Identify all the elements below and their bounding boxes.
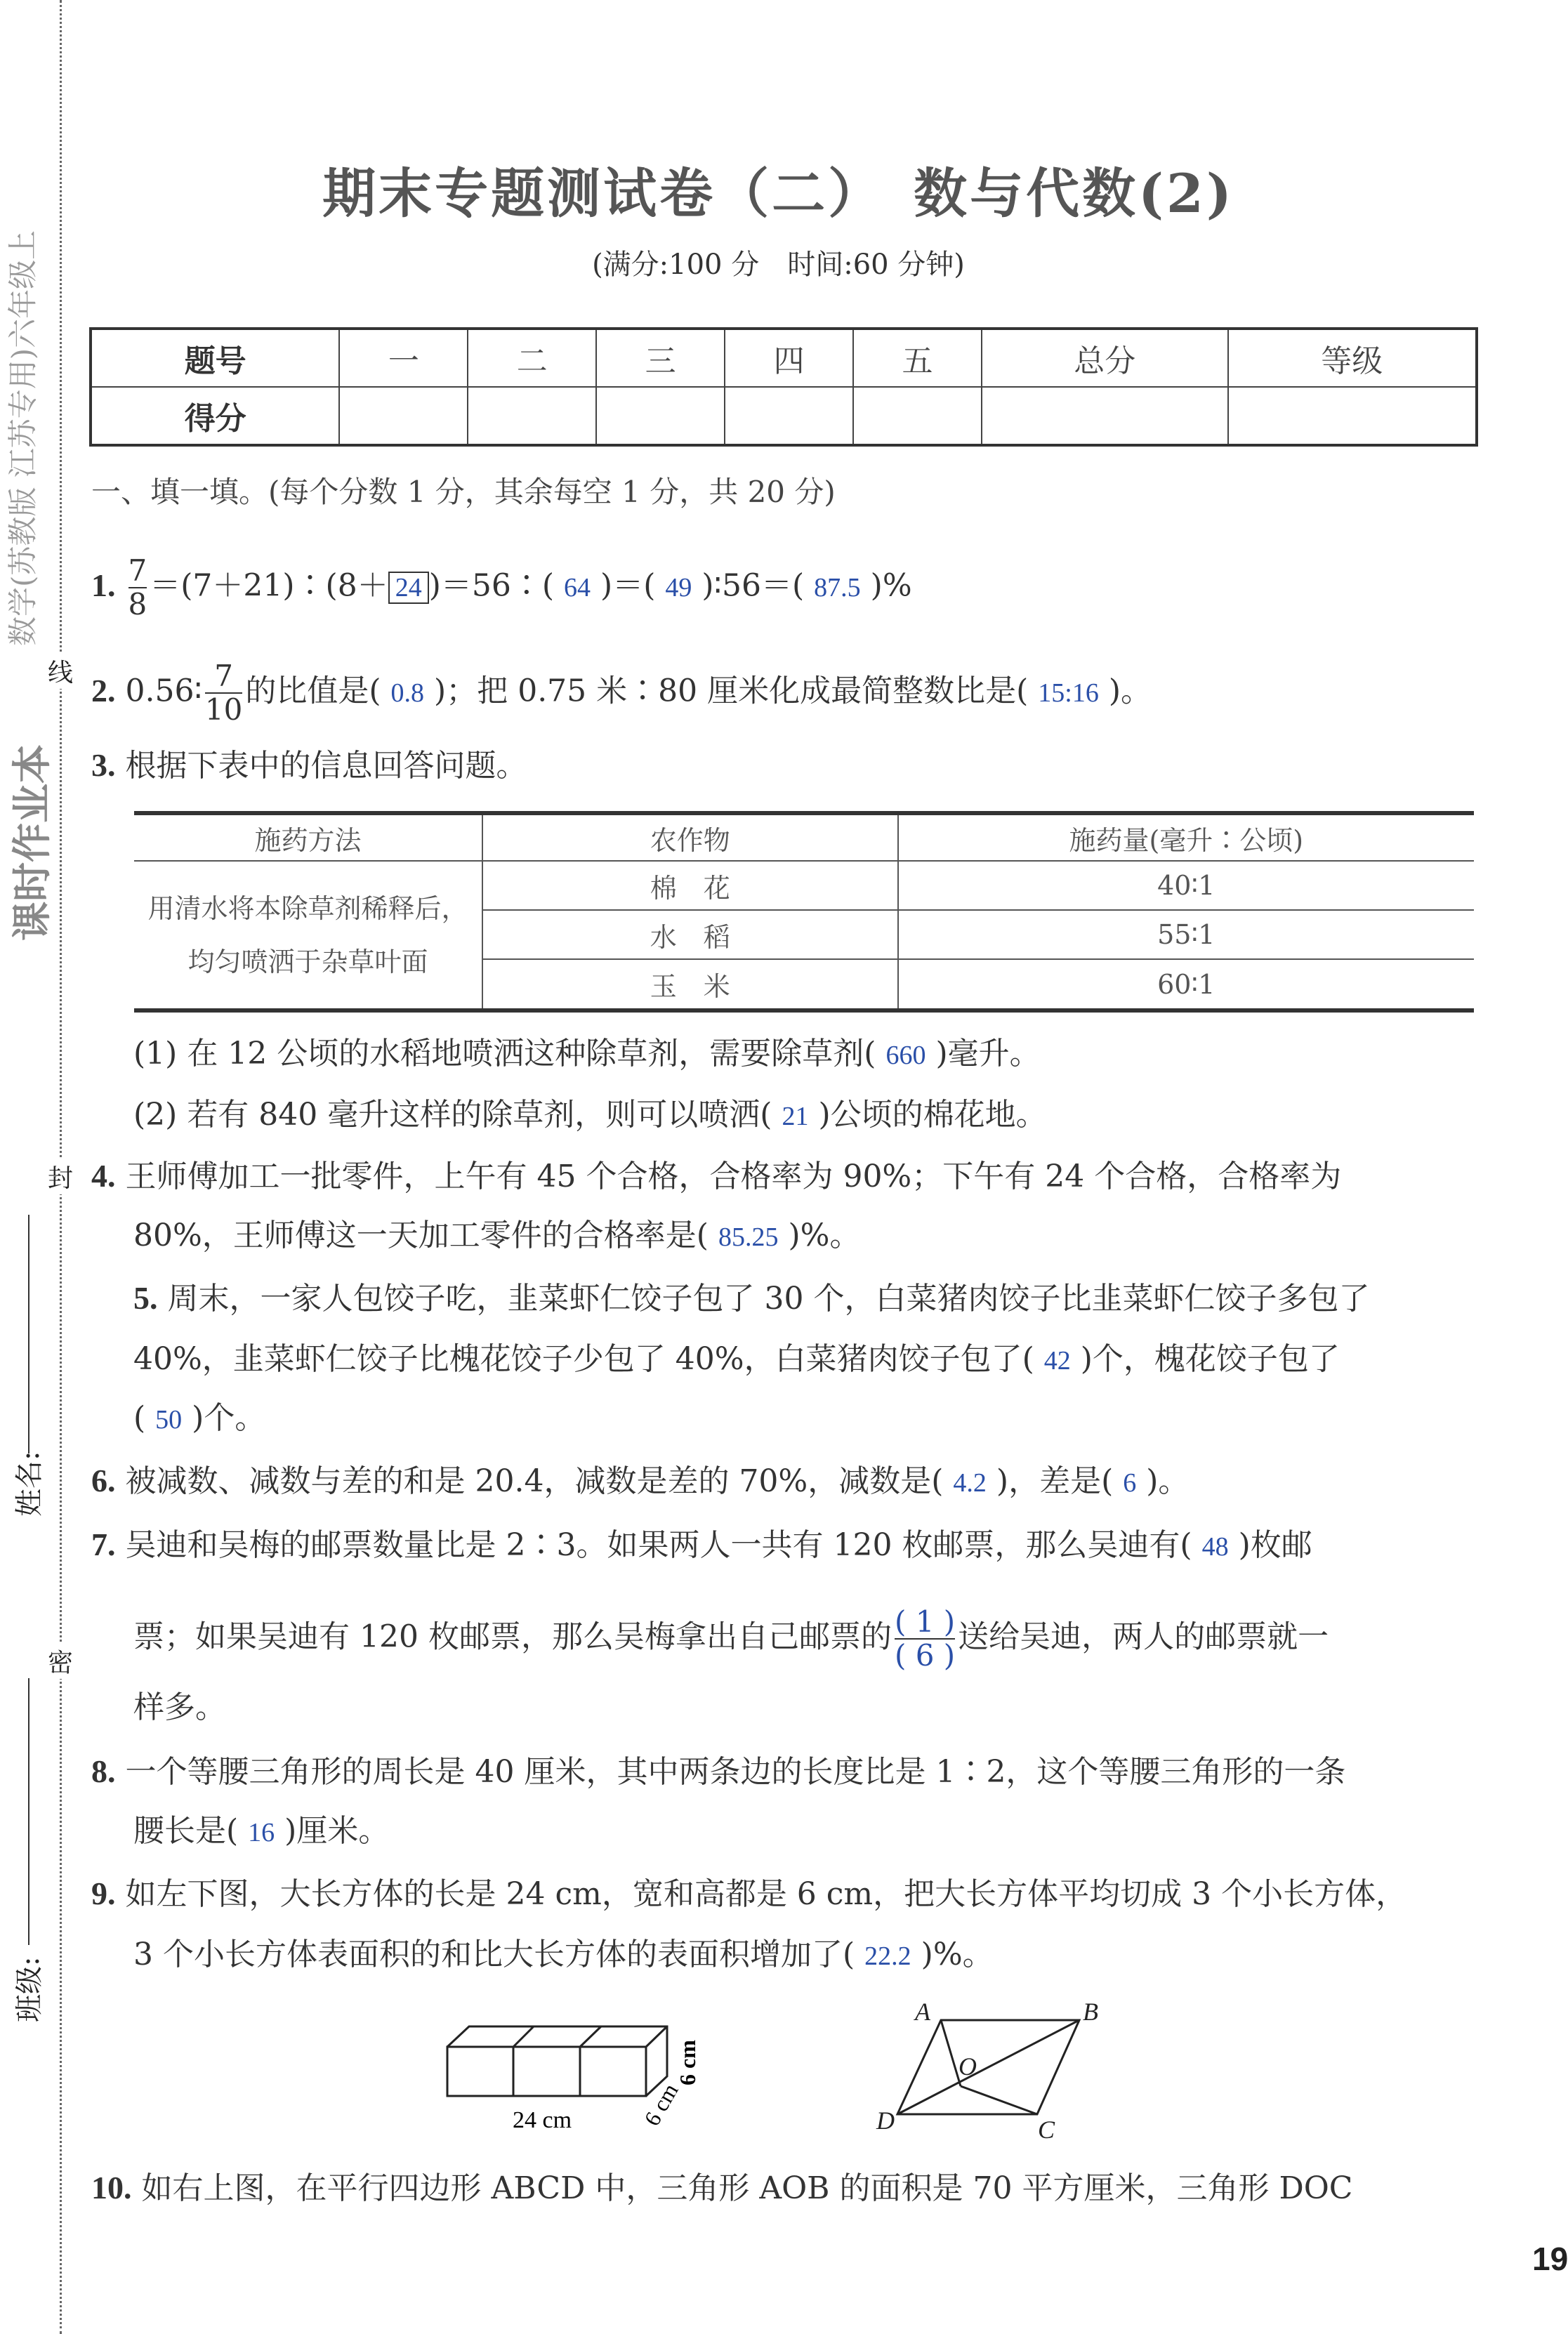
question-text: 的比值是(	[245, 673, 381, 709]
score-cell[interactable]	[1228, 387, 1477, 445]
question-line	[133, 1277, 1369, 1320]
question-number: 7.	[91, 1527, 116, 1562]
score-cell[interactable]	[853, 387, 982, 445]
question-line	[133, 1033, 1041, 1076]
question-text: ＝(7＋21)∶(8＋	[150, 567, 388, 604]
logo: 课时作业本	[9, 744, 55, 941]
fraction-denominator: 8	[128, 587, 147, 621]
method-line: 均匀喷洒于杂草叶面	[187, 946, 428, 977]
question-text: 0.56∶	[125, 673, 202, 709]
question-text: (1) 在 12 公顷的水稻地喷洒这种除草剂，需要除草剂(	[133, 1036, 876, 1072]
score-row-label: 题号	[91, 329, 339, 387]
question-text: )∶56＝(	[701, 567, 805, 604]
cut-mark-xian: 线	[48, 653, 73, 689]
score-cell[interactable]	[596, 387, 725, 445]
question-line	[91, 744, 527, 787]
cuboid-width-label: 6 cm	[638, 2078, 683, 2130]
question-line	[133, 1338, 1340, 1382]
answer-blank[interactable]: 6	[1123, 1468, 1137, 1498]
question-number: 5.	[133, 1280, 158, 1316]
question-number: 6.	[91, 1463, 116, 1498]
header-cell: 施药量(毫升∶公顷)	[898, 813, 1474, 861]
question-text: (2) 若有 840 毫升这样的除草剂，则可以喷洒(	[133, 1097, 772, 1133]
crop-cell: 水 稻	[482, 910, 897, 959]
fraction-denominator: 10	[204, 692, 243, 727]
answer-blank[interactable]: 22.2	[864, 1941, 911, 1971]
score-col: 三	[596, 329, 725, 387]
answer-blank[interactable]: 87.5	[814, 572, 861, 602]
question-line	[133, 1606, 1329, 1672]
question-text: )＝(	[600, 567, 656, 604]
fraction[interactable]	[895, 1606, 955, 1672]
herbicide-table	[134, 811, 1474, 1013]
question-number: 9.	[91, 1875, 116, 1911]
question-text: 3 个小长方体表面积的和比大长方体的表面积增加了(	[133, 1937, 855, 1972]
question-text: 周末，一家人包饺子吃，韭菜虾仁饺子包了 30 个，白菜猪肉饺子比韭菜虾仁饺子多包了	[167, 1281, 1370, 1317]
answer-blank[interactable]: 21	[782, 1102, 809, 1131]
fraction-numerator: 7	[128, 553, 147, 588]
page-subtitle: (满分:100 分 时间:60 分钟)	[592, 249, 965, 281]
question-number: 3.	[91, 747, 116, 783]
question-line	[91, 1873, 1406, 1916]
question-text: )厘米。	[284, 1813, 390, 1849]
question-number: 1.	[91, 567, 116, 603]
answer-blank[interactable]: 15:16	[1038, 678, 1099, 708]
question-line	[133, 1934, 994, 1977]
question-text: 如左下图，大长方体的长是 24 cm，宽和高都是 6 cm，把大长方体平均切成 3 个小长方体，	[125, 1876, 1407, 1912]
question-text: )＝56∶(	[428, 567, 555, 604]
class-field[interactable]	[28, 1678, 29, 1945]
answer-blank[interactable]: 85.25	[718, 1222, 779, 1252]
section-heading: 一、填一填。(每个分数 1 分，其余每空 1 分，共 20 分)	[91, 475, 836, 509]
question-text: (	[133, 1400, 146, 1436]
page-number: 19	[1532, 2241, 1568, 2277]
question-line	[133, 1094, 1047, 1138]
fraction-numerator: ( 1 )	[894, 1604, 956, 1639]
question-line	[91, 1524, 1312, 1568]
name-field[interactable]	[28, 1215, 29, 1453]
method-line: 用清水将本除草剂稀释后，	[147, 892, 468, 924]
answer-blank[interactable]: 660	[885, 1041, 926, 1070]
question-text: 80%，王师傅这一天加工零件的合格率是(	[133, 1218, 709, 1253]
question-text: )%	[870, 567, 912, 604]
question-text: 40%，韭菜虾仁饺子比槐花饺子少包了 40%，白菜猪肉饺子包了(	[133, 1341, 1034, 1377]
question-number: 2.	[91, 672, 116, 708]
question-text: 王师傅加工一批零件，上午有 45 个合格，合格率为 90%；下午有 24 个合格，合格率为	[125, 1159, 1342, 1194]
score-row-label: 得分	[91, 387, 339, 445]
answer-blank[interactable]: 42	[1043, 1346, 1071, 1376]
fraction-numerator: 7	[205, 660, 242, 694]
score-cell[interactable]	[468, 387, 596, 445]
question-text: )公顷的棉花地。	[818, 1097, 1047, 1133]
cuboid-figure	[447, 2026, 667, 2096]
question-text: 根据下表中的信息回答问题。	[125, 748, 527, 784]
book-series-label: 数学(苏教版 江苏专用)六年级上	[6, 230, 40, 646]
question-text: 样多。	[133, 1689, 226, 1725]
fraction	[205, 660, 242, 726]
score-col: 二	[468, 329, 596, 387]
vertex-label-a: A	[915, 1998, 930, 2026]
question-number: 10.	[91, 2170, 132, 2206]
question-number: 4.	[91, 1158, 116, 1194]
parallelogram-figure	[897, 2020, 1079, 2114]
fraction-denominator: ( 6 )	[894, 1638, 956, 1673]
question-text: 吴迪和吴梅的邮票数量比是 2∶3。如果两人一共有 120 枚邮票，那么吴迪有(	[125, 1527, 1192, 1563]
vertex-label-o: O	[958, 2052, 977, 2081]
fraction	[129, 555, 147, 621]
score-cell[interactable]	[725, 387, 853, 445]
question-line	[91, 1750, 1345, 1793]
question-line	[91, 1460, 1189, 1504]
score-col: 等级	[1228, 329, 1477, 387]
score-table	[89, 327, 1478, 447]
score-col: 五	[853, 329, 982, 387]
question-text: )个，槐花饺子包了	[1080, 1341, 1340, 1377]
answer-blank[interactable]: 0.8	[390, 678, 425, 708]
answer-blank[interactable]: 24	[388, 572, 429, 604]
score-col: 总分	[982, 329, 1228, 387]
answer-blank[interactable]: 49	[665, 572, 692, 602]
crop-cell: 玉 米	[482, 959, 897, 1010]
question-text: )枚邮	[1238, 1527, 1312, 1563]
question-text: 一个等腰三角形的周长是 40 厘米，其中两条边的长度比是 1∶2，这个等腰三角形的一条	[125, 1754, 1346, 1790]
score-col: 一	[339, 329, 468, 387]
cut-mark-mi: 密	[48, 1643, 73, 1679]
question-text: 如右上图，在平行四边形 ABCD 中，三角形 AOB 的面积是 70 平方厘米，三角形 DOC	[141, 2170, 1353, 2206]
crop-cell: 棉 花	[482, 861, 897, 910]
question-text: )，差是(	[996, 1463, 1114, 1499]
question-line	[133, 1397, 265, 1441]
vertex-label-d: D	[876, 2106, 895, 2135]
question-text: )%。	[788, 1218, 861, 1253]
header-cell: 施药方法	[134, 813, 482, 861]
score-cell[interactable]	[982, 387, 1228, 445]
question-line	[91, 555, 912, 621]
question-text: 票；如果吴迪有 120 枚邮票，那么吴梅拿出自己邮票的	[133, 1618, 892, 1655]
name-label: 姓名:	[13, 1451, 46, 1517]
question-line	[133, 1810, 389, 1854]
score-col: 四	[725, 329, 853, 387]
cut-mark-feng: 封	[48, 1159, 73, 1194]
cuboid-length-label: 24 cm	[513, 2107, 572, 2133]
answer-blank[interactable]: 64	[564, 572, 591, 602]
question-line	[133, 1215, 860, 1258]
question-text: )。	[1108, 673, 1152, 709]
answer-blank[interactable]: 48	[1201, 1532, 1229, 1562]
question-text: )%。	[921, 1937, 994, 1972]
answer-blank[interactable]: 16	[248, 1818, 275, 1847]
question-line	[91, 1155, 1341, 1198]
answer-blank[interactable]: 4.2	[953, 1468, 987, 1498]
question-number: 8.	[91, 1753, 116, 1789]
rate-cell: 55∶1	[898, 910, 1474, 959]
question-line	[91, 2167, 1352, 2210]
rate-cell: 40∶1	[898, 861, 1474, 910]
answer-blank[interactable]: 50	[155, 1405, 183, 1435]
method-cell	[134, 861, 482, 1010]
question-line	[133, 1687, 226, 1729]
question-text: 腰长是(	[133, 1813, 239, 1849]
figures	[421, 1980, 1159, 2149]
rate-cell: 60∶1	[898, 959, 1474, 1010]
question-text: 被减数、减数与差的和是 20.4，减数是差的 70%，减数是(	[125, 1463, 944, 1499]
header-cell: 农作物	[482, 813, 897, 861]
vertex-label-b: B	[1083, 1998, 1098, 2026]
question-text: )个。	[192, 1400, 266, 1436]
question-text: )。	[1146, 1463, 1190, 1499]
cuboid-height-label: 6 cm	[675, 2040, 700, 2085]
page-title: 期末专题测试卷（二） 数与代数(2)	[322, 162, 1234, 225]
question-text: )；把 0.75 米∶80 厘米化成最简整数比是(	[434, 673, 1029, 709]
question-text: )毫升。	[935, 1036, 1041, 1072]
question-text: 送给吴迪，两人的邮票就一	[958, 1618, 1329, 1655]
score-cell[interactable]	[339, 387, 468, 445]
question-line	[91, 660, 1152, 726]
class-label: 班级:	[13, 1956, 46, 2022]
vertex-label-c: C	[1038, 2116, 1055, 2144]
